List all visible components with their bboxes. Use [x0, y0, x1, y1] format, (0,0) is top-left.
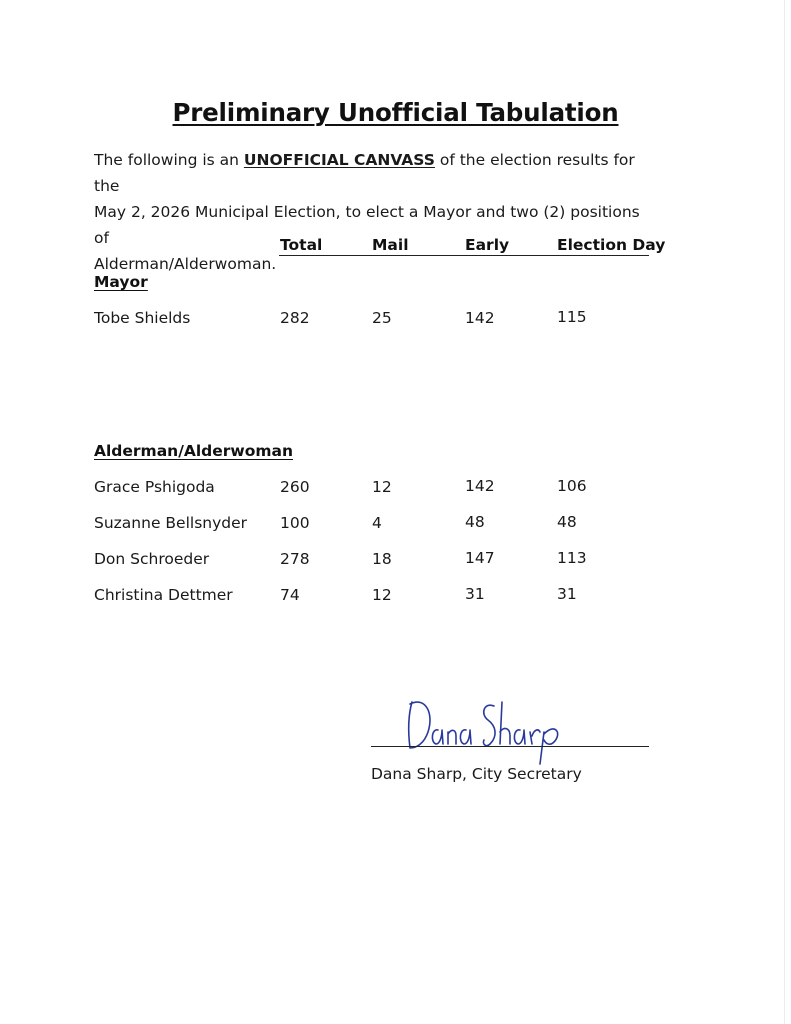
candidate-name: Tobe Shields — [94, 309, 191, 327]
page-title: Preliminary Unofficial Tabulation — [172, 98, 619, 127]
mail-votes: 4 — [372, 514, 382, 532]
election-day-votes: 113 — [557, 549, 587, 567]
column-header-early: Early — [465, 236, 510, 254]
total-votes: 74 — [280, 586, 300, 604]
mail-votes: 12 — [372, 478, 392, 496]
election-day-votes: 115 — [557, 308, 587, 326]
mail-votes: 12 — [372, 586, 392, 604]
column-header-total: Total — [280, 236, 323, 254]
candidate-name: Christina Dettmer — [94, 586, 233, 604]
candidate-name: Don Schroeder — [94, 550, 210, 568]
candidate-name: Suzanne Bellsnyder — [94, 514, 248, 532]
total-votes: 100 — [280, 514, 310, 532]
election-day-votes: 106 — [557, 477, 587, 495]
early-votes: 142 — [465, 477, 495, 495]
section-heading-alderman: Alderman/Alderwoman — [94, 442, 294, 460]
candidate-name: Grace Pshigoda — [94, 478, 215, 496]
total-votes: 260 — [280, 478, 310, 496]
early-votes: 31 — [465, 585, 485, 603]
header-underline — [279, 255, 649, 256]
mail-votes: 25 — [372, 309, 392, 327]
column-header-mail: Mail — [372, 236, 409, 254]
signature-line — [371, 746, 649, 747]
intro-line-3: Alderman/Alderwoman. — [94, 255, 277, 273]
early-votes: 147 — [465, 549, 495, 567]
scan-edge — [784, 0, 785, 1024]
unofficial-canvass-emphasis: UNOFFICIAL CANVASS — [243, 151, 435, 169]
total-votes: 282 — [280, 309, 310, 327]
mail-votes: 18 — [372, 550, 392, 568]
total-votes: 278 — [280, 550, 310, 568]
intro-line-1: The following is an UNOFFICIAL CANVASS of the election results for the — [94, 151, 635, 195]
intro-paragraph — [94, 147, 654, 277]
election-day-votes: 31 — [557, 585, 577, 603]
intro-line-2: May 2, 2026 Municipal Election, to elect a Mayor and two (2) positions of — [94, 203, 640, 247]
early-votes: 142 — [465, 309, 495, 327]
election-day-votes: 48 — [557, 513, 577, 531]
handwritten-signature — [398, 692, 568, 766]
signatory-name-title: Dana Sharp, City Secretary — [371, 765, 582, 783]
early-votes: 48 — [465, 513, 485, 531]
column-header-election-day: Election Day — [557, 236, 666, 254]
section-heading-mayor: Mayor — [94, 273, 148, 291]
